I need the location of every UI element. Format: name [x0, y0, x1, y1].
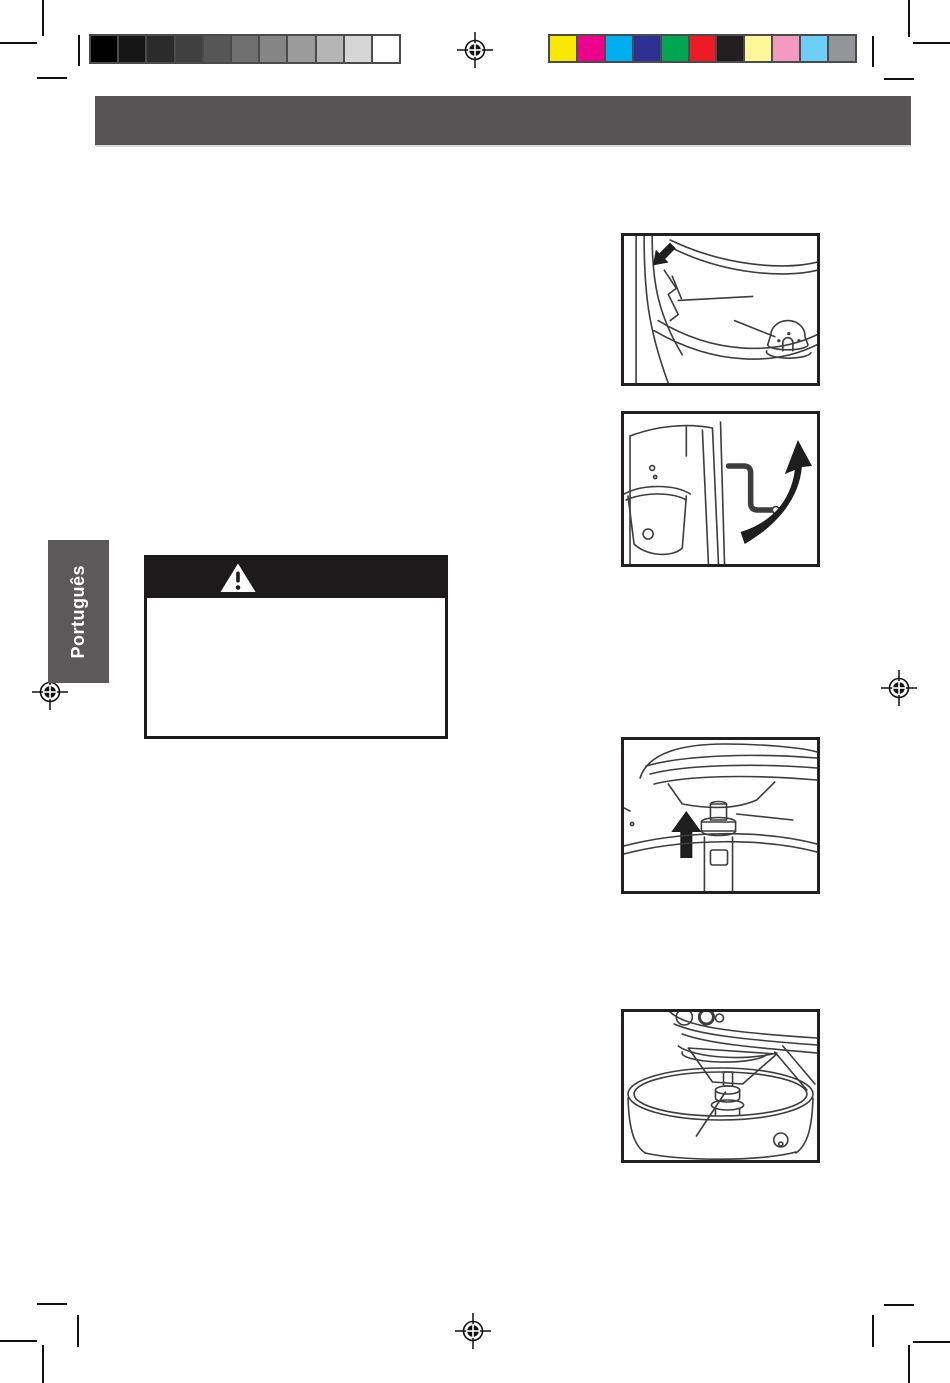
calibration-swatch [632, 36, 660, 61]
crop-mark [884, 78, 914, 80]
calibration-swatch [91, 36, 117, 62]
warning-box-header [147, 558, 445, 598]
registration-mark-icon [881, 670, 917, 706]
calibration-swatch [145, 36, 173, 62]
figure-flat-beater-bowl [621, 1009, 820, 1163]
language-tab-label: Português [68, 564, 88, 659]
warning-box [144, 555, 448, 739]
color-bar [548, 34, 857, 63]
calibration-swatch [771, 36, 799, 61]
crop-mark [42, 0, 44, 36]
crop-mark [77, 1315, 79, 1347]
calibration-swatch [117, 36, 145, 62]
calibration-swatch [799, 36, 827, 61]
grayscale-bar [89, 34, 401, 64]
calibration-swatch [174, 36, 202, 62]
calibration-swatch [604, 36, 632, 61]
crop-mark [913, 1341, 950, 1343]
crop-mark [884, 1304, 914, 1306]
calibration-swatch [550, 36, 576, 61]
calibration-swatch [343, 36, 371, 62]
calibration-swatch [371, 36, 399, 62]
figure-crank-handle [621, 411, 820, 567]
calibration-swatch [576, 36, 604, 61]
calibration-swatch [715, 36, 743, 61]
crop-mark [872, 36, 874, 67]
calibration-swatch [660, 36, 688, 61]
calibration-swatch [202, 36, 230, 62]
calibration-swatch [688, 36, 716, 61]
bowl-latch-illustration [624, 236, 817, 383]
crank-handle-raise-illustration [624, 414, 817, 564]
registration-mark-icon [455, 1313, 491, 1349]
crop-mark [37, 77, 67, 79]
beater-shaft-attach-illustration [624, 740, 817, 891]
calibration-swatch [743, 36, 771, 61]
crop-mark [0, 42, 37, 44]
crop-mark [908, 0, 910, 37]
flat-beater-bowl-illustration [624, 1012, 817, 1160]
calibration-swatch [286, 36, 314, 62]
crop-mark [0, 1340, 37, 1342]
crop-mark [37, 1303, 67, 1305]
language-tab-portugues [48, 540, 109, 683]
crop-mark [908, 1345, 910, 1383]
crop-mark [872, 1315, 874, 1347]
calibration-swatch [827, 36, 855, 61]
warning-triangle-icon [219, 562, 257, 594]
figure-bowl-latch [621, 233, 820, 386]
crop-mark [78, 35, 80, 66]
crop-mark [42, 1345, 44, 1383]
calibration-swatch [258, 36, 286, 62]
calibration-swatch [315, 36, 343, 62]
crop-mark [913, 42, 950, 44]
calibration-swatch [230, 36, 258, 62]
registration-mark-icon [457, 32, 493, 68]
page-header-band [95, 96, 911, 147]
figure-beater-shaft [621, 737, 820, 894]
